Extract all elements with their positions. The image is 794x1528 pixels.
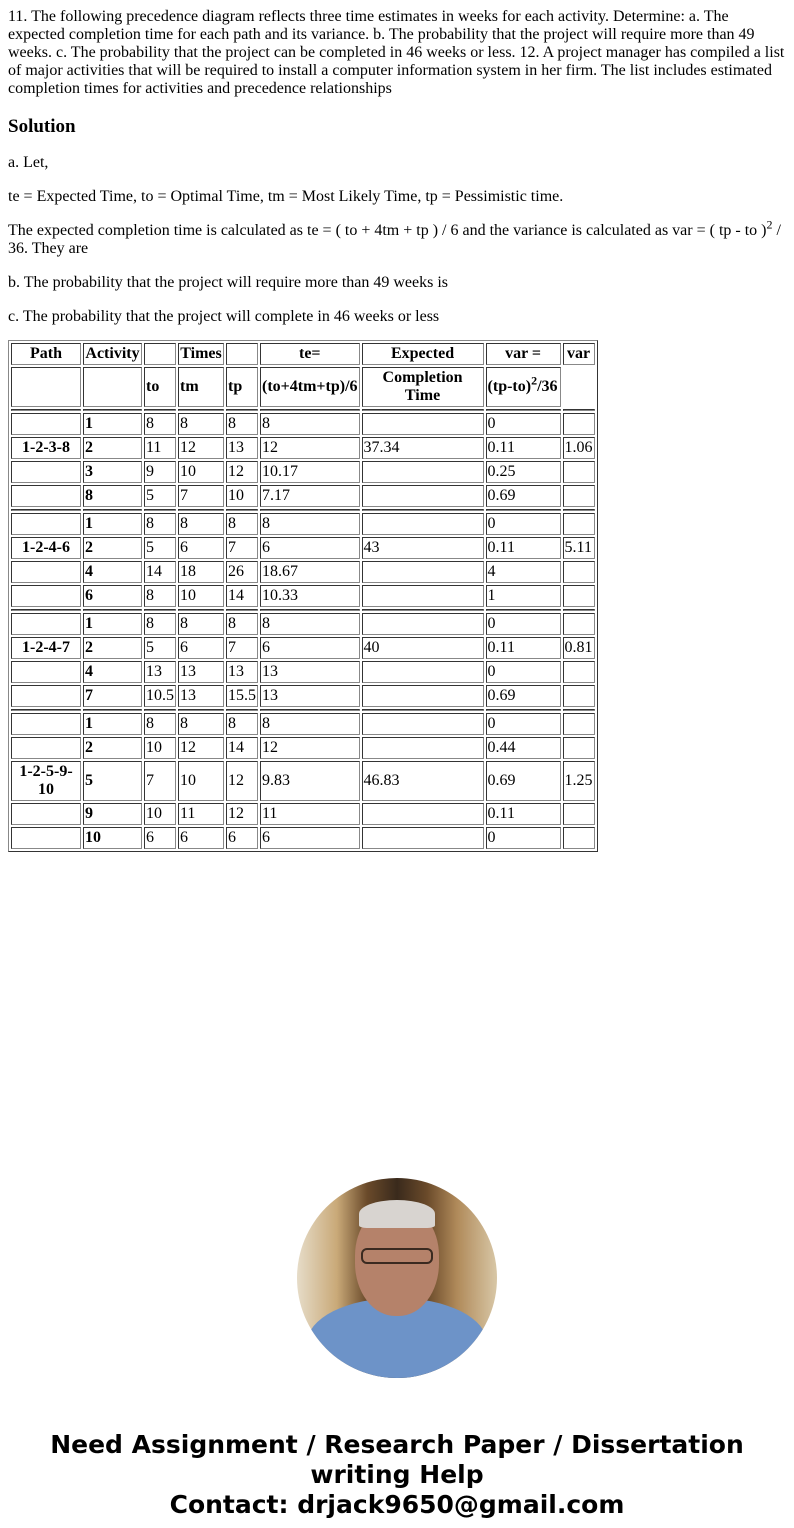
table-cell: 14: [226, 737, 258, 759]
header-cell: [486, 367, 561, 407]
table-cell: 8: [178, 713, 224, 735]
header-row-2: [11, 367, 595, 407]
separator-cell: [83, 509, 142, 511]
table-cell: [563, 827, 595, 849]
table-row: [11, 461, 595, 483]
table-row: [11, 613, 595, 635]
header-cell: Times: [178, 343, 224, 365]
separator-cell: [362, 609, 484, 611]
part-b-text: b. The probability that the project will require more than 49 weeks is: [8, 274, 449, 291]
table-cell: [362, 661, 484, 683]
table-cell: 10: [144, 737, 176, 759]
path-cell: [11, 661, 81, 683]
table-cell: 1.06: [563, 437, 595, 459]
separator-cell: [144, 409, 176, 411]
table-cell: 0: [486, 513, 561, 535]
separator-cell: [260, 409, 360, 411]
table-cell: 12: [178, 737, 224, 759]
path-cell: [11, 803, 81, 825]
table-cell: 5: [144, 537, 176, 559]
table-row: [11, 513, 595, 535]
solution-heading: Solution: [8, 116, 76, 137]
path-cell: [11, 485, 81, 507]
table-row: [11, 561, 595, 583]
separator-cell: [226, 609, 258, 611]
table-cell: 0.69: [486, 485, 561, 507]
table-cell: 12: [226, 461, 258, 483]
table-cell: 2: [83, 537, 142, 559]
table-cell: 0.11: [486, 537, 561, 559]
table-cell: 8: [178, 413, 224, 435]
table-cell: 6: [178, 537, 224, 559]
table-cell: 8: [178, 613, 224, 635]
table-cell: 14: [226, 585, 258, 607]
table-cell: 26: [226, 561, 258, 583]
table-cell: 8: [144, 613, 176, 635]
table-cell: 0.81: [563, 637, 595, 659]
table-cell: 8: [144, 585, 176, 607]
table-cell: [563, 585, 595, 607]
definitions: te = Expected Time, to = Optimal Time, tm = Most Likely Time, tp = Pessimistic time.: [8, 188, 564, 205]
table-cell: 8: [226, 713, 258, 735]
table-cell: 12: [260, 437, 360, 459]
table-cell: 8: [178, 513, 224, 535]
table-cell: 6: [178, 827, 224, 849]
separator-row: [11, 509, 595, 511]
table-cell: [563, 803, 595, 825]
table-row: [11, 537, 595, 559]
header-cell: var: [563, 343, 595, 365]
separator-cell: [178, 709, 224, 711]
table-cell: 8: [260, 513, 360, 535]
table-cell: [563, 685, 595, 707]
separator-cell: [11, 509, 81, 511]
table-cell: 0: [486, 713, 561, 735]
footer-line-2: writing Help: [310, 1460, 484, 1489]
table-cell: 0.44: [486, 737, 561, 759]
table-cell: [362, 827, 484, 849]
separator-cell: [260, 709, 360, 711]
table-cell: 9: [144, 461, 176, 483]
table-cell: 10: [178, 761, 224, 801]
path-cell: [11, 827, 81, 849]
header-cell: Path: [11, 343, 81, 365]
table-cell: [362, 513, 484, 535]
table-cell: 9.83: [260, 761, 360, 801]
path-cell: [11, 737, 81, 759]
table-cell: 11: [260, 803, 360, 825]
path-cell: [11, 561, 81, 583]
header-row-1: [11, 343, 595, 365]
part-c-text: c. The probability that the project will complete in 46 weeks or less: [8, 308, 440, 325]
table-cell: 15.5: [226, 685, 258, 707]
table-cell: 10.33: [260, 585, 360, 607]
solution-table: [8, 340, 598, 852]
table-cell: 7: [226, 537, 258, 559]
header-cell: to: [144, 367, 176, 407]
table-cell: 12: [226, 803, 258, 825]
table-row: [11, 437, 595, 459]
separator-cell: [144, 709, 176, 711]
separator-cell: [563, 409, 595, 411]
table-cell: 7: [178, 485, 224, 507]
table-cell: 4: [486, 561, 561, 583]
separator-cell: [178, 609, 224, 611]
table-cell: 0.69: [486, 761, 561, 801]
table-cell: [362, 461, 484, 483]
table-cell: 0: [486, 413, 561, 435]
separator-cell: [226, 409, 258, 411]
table-cell: 4: [83, 561, 142, 583]
table-row: [11, 585, 595, 607]
table-cell: 1: [83, 613, 142, 635]
table-cell: 5.11: [563, 537, 595, 559]
formula-post: / 36. They are: [8, 222, 781, 257]
table-cell: 6: [260, 637, 360, 659]
path-cell: [11, 413, 81, 435]
part-a-intro: a. Let,: [8, 154, 49, 171]
table-cell: [362, 413, 484, 435]
table-cell: [362, 685, 484, 707]
table-cell: 0: [486, 827, 561, 849]
table-cell: 13: [260, 685, 360, 707]
header-cell: (to+4tm+tp)/6: [260, 367, 360, 407]
header-cell: var =: [486, 343, 561, 365]
separator-cell: [144, 609, 176, 611]
table-cell: 7.17: [260, 485, 360, 507]
table-cell: [563, 661, 595, 683]
table-cell: 0.11: [486, 437, 561, 459]
table-cell: 5: [144, 637, 176, 659]
table-cell: [362, 737, 484, 759]
header-cell: tm: [178, 367, 224, 407]
formula-sup: 2: [766, 217, 773, 232]
separator-cell: [83, 709, 142, 711]
table-cell: 3: [83, 461, 142, 483]
table-cell: 0.69: [486, 685, 561, 707]
author-avatar: [297, 1178, 497, 1378]
table-cell: 13: [226, 437, 258, 459]
header-cell: [226, 343, 258, 365]
header-cell: Expected: [362, 343, 484, 365]
separator-cell: [11, 409, 81, 411]
table-cell: [563, 713, 595, 735]
table-cell: 13: [144, 661, 176, 683]
table-cell: 1: [83, 713, 142, 735]
table-cell: 8: [83, 485, 142, 507]
formula-text: [8, 217, 786, 258]
table-cell: [563, 413, 595, 435]
separator-row: [11, 609, 595, 611]
table-cell: 1: [486, 585, 561, 607]
header-cell: Activity: [83, 343, 142, 365]
table-cell: 18.67: [260, 561, 360, 583]
table-cell: [563, 461, 595, 483]
table-row: [11, 661, 595, 683]
table-cell: 10.5: [144, 685, 176, 707]
table-cell: 0.11: [486, 637, 561, 659]
table-cell: 8: [226, 613, 258, 635]
separator-cell: [563, 509, 595, 511]
table-row: [11, 713, 595, 735]
table-cell: 43: [362, 537, 484, 559]
contact-footer: [8, 1430, 786, 1520]
var-sup: 2: [531, 373, 538, 388]
table-row: [11, 685, 595, 707]
table-cell: 13: [260, 661, 360, 683]
table-cell: 0.25: [486, 461, 561, 483]
table-cell: 10: [83, 827, 142, 849]
separator-row: [11, 709, 595, 711]
table-cell: 13: [226, 661, 258, 683]
table-cell: 6: [260, 537, 360, 559]
var-formula: (tp-to): [487, 378, 532, 395]
table-cell: 8: [144, 713, 176, 735]
separator-cell: [362, 409, 484, 411]
separator-cell: [83, 409, 142, 411]
table-cell: [362, 713, 484, 735]
table-cell: 10: [178, 461, 224, 483]
table-cell: 5: [83, 761, 142, 801]
table-row: [11, 761, 595, 801]
table-cell: 0: [486, 661, 561, 683]
table-cell: 9: [83, 803, 142, 825]
table-cell: [362, 613, 484, 635]
separator-cell: [178, 409, 224, 411]
table-cell: 12: [226, 761, 258, 801]
table-cell: 6: [178, 637, 224, 659]
table-cell: 8: [144, 513, 176, 535]
table-row: [11, 413, 595, 435]
separator-cell: [563, 609, 595, 611]
table-cell: 2: [83, 737, 142, 759]
separator-row: [11, 409, 595, 411]
separator-cell: [178, 509, 224, 511]
table-cell: 4: [83, 661, 142, 683]
path-cell: 1-2-4-6: [11, 537, 81, 559]
separator-cell: [362, 509, 484, 511]
table-cell: 7: [144, 761, 176, 801]
table-cell: 7: [226, 637, 258, 659]
glasses-icon: [361, 1248, 433, 1264]
table-cell: [563, 513, 595, 535]
separator-cell: [144, 509, 176, 511]
table-cell: 10: [144, 803, 176, 825]
header-cell: [11, 367, 81, 407]
path-cell: [11, 461, 81, 483]
table-cell: 6: [83, 585, 142, 607]
table-cell: [362, 485, 484, 507]
header-cell: [563, 367, 595, 407]
path-cell: 1-2-4-7: [11, 637, 81, 659]
table-cell: [563, 561, 595, 583]
table-cell: 8: [260, 613, 360, 635]
separator-cell: [486, 709, 561, 711]
table-cell: 10: [178, 585, 224, 607]
separator-cell: [260, 609, 360, 611]
footer-line-1: Need Assignment / Research Paper / Dissertation: [50, 1430, 744, 1459]
table-cell: 11: [144, 437, 176, 459]
table-cell: 46.83: [362, 761, 484, 801]
path-cell: [11, 713, 81, 735]
table-cell: 5: [144, 485, 176, 507]
table-cell: 14: [144, 561, 176, 583]
header-cell: Completion Time: [362, 367, 484, 407]
table-cell: 1.25: [563, 761, 595, 801]
path-cell: 1-2-5-9-10: [11, 761, 81, 801]
table-cell: 2: [83, 637, 142, 659]
header-cell: [83, 367, 142, 407]
table-cell: 13: [178, 685, 224, 707]
table-cell: 0: [486, 613, 561, 635]
table-cell: 7: [83, 685, 142, 707]
path-cell: 1-2-3-8: [11, 437, 81, 459]
table-cell: 40: [362, 637, 484, 659]
table-cell: 8: [260, 413, 360, 435]
separator-cell: [11, 709, 81, 711]
separator-cell: [486, 609, 561, 611]
table-cell: 13: [178, 661, 224, 683]
table-cell: 1: [83, 413, 142, 435]
path-cell: [11, 685, 81, 707]
table-cell: [362, 561, 484, 583]
path-cell: [11, 513, 81, 535]
table-row: [11, 485, 595, 507]
table-row: [11, 803, 595, 825]
table-cell: 1: [83, 513, 142, 535]
table-cell: 6: [144, 827, 176, 849]
separator-cell: [362, 709, 484, 711]
table-cell: [563, 737, 595, 759]
table-cell: 12: [178, 437, 224, 459]
table-cell: 12: [260, 737, 360, 759]
separator-cell: [486, 409, 561, 411]
table-row: [11, 637, 595, 659]
table-cell: 10: [226, 485, 258, 507]
table-cell: 0.11: [486, 803, 561, 825]
var-formula-post: /36: [537, 378, 558, 395]
footer-line-3: Contact: drjack9650@gmail.com: [169, 1490, 625, 1519]
header-cell: tp: [226, 367, 258, 407]
path-cell: [11, 613, 81, 635]
table-cell: [362, 803, 484, 825]
separator-cell: [563, 709, 595, 711]
table-row: [11, 827, 595, 849]
table-cell: [563, 613, 595, 635]
separator-cell: [260, 509, 360, 511]
table-cell: 11: [178, 803, 224, 825]
table-cell: 18: [178, 561, 224, 583]
separator-cell: [486, 509, 561, 511]
table-cell: 2: [83, 437, 142, 459]
separator-cell: [226, 709, 258, 711]
table-cell: 6: [260, 827, 360, 849]
table-cell: 6: [226, 827, 258, 849]
separator-cell: [11, 609, 81, 611]
table-cell: 8: [144, 413, 176, 435]
header-cell: te=: [260, 343, 360, 365]
path-cell: [11, 585, 81, 607]
question-text: 11. The following precedence diagram reflects three time estimates in weeks for each activity. Determine: a. The expected completion time for each path and its variance. b. The probability that the project will require more than 49 weeks. c. The probability that the project can be completed in 46 weeks or less. 12. A project manager has compiled a list of major activities that will be required to install a computer information system in her firm. The list includes estimated completion times for activities and precedence relationships: [8, 8, 785, 97]
formula-pre: The expected completion time is calculated as te = ( to + 4tm + tp ) / 6 and the variance is calculated as var = ( tp - to ): [8, 222, 767, 239]
table-cell: 10.17: [260, 461, 360, 483]
separator-cell: [226, 509, 258, 511]
table-cell: 37.34: [362, 437, 484, 459]
table-cell: 8: [260, 713, 360, 735]
table-cell: [563, 485, 595, 507]
table-cell: 8: [226, 413, 258, 435]
table-row: [11, 737, 595, 759]
separator-cell: [83, 609, 142, 611]
table-cell: [362, 585, 484, 607]
header-cell: [144, 343, 176, 365]
table-cell: 8: [226, 513, 258, 535]
